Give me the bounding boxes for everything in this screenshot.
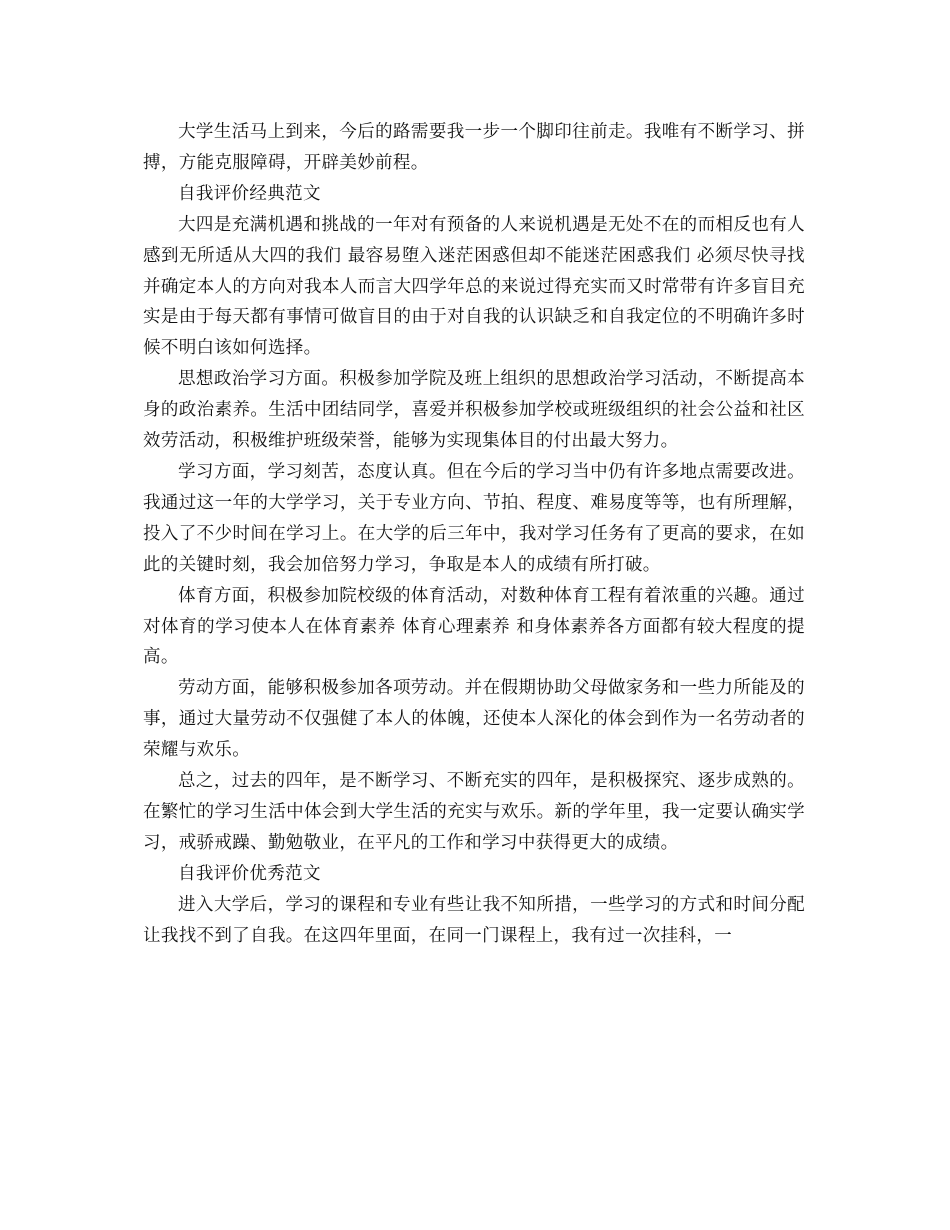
document-body xyxy=(143,117,805,951)
paragraph-labor: 劳动方面，能够积极参加各项劳动。并在假期协助父母做家务和一些力所能及的事，通过大量劳动不仅强健了本人的体魄，还使本人深化的体会到作为一名劳动者的荣耀与欢乐。 xyxy=(143,678,805,761)
section-heading-classic-sample: 自我评价经典范文 xyxy=(178,183,321,204)
paragraph-political-study: 思想政治学习方面。积极参加学院及班上组织的思想政治学习活动，不断提高本身的政治素养。生活中团结同学，喜爱并积极参加学校或班级组织的社会公益和社区效劳活动，积极维护班级荣誉，能够为实现集体目的付出最大努力。 xyxy=(143,369,805,452)
paragraph-senior-year: 大四是充满机遇和挑战的一年对有预备的人来说机遇是无处不在的而相反也有人感到无所适从大四的我们 最容易堕入迷茫困惑但却不能迷茫困惑我们 必须尽快寻找并确定本人的方向对我本人而言大四学年总的来说过得充实而又时常带有许多盲目充实是由于每天都有事情可做盲目的由于对自我的认识缺乏和自我定位的不明确许多时候不明白该如何选择。 xyxy=(143,214,805,359)
paragraph-university-entry: 进入大学后，学习的课程和专业有些让我不知所措，一些学习的方式和时间分配让我找不到了自我。在这四年里面，在同一门课程上，我有过一次挂科，一 xyxy=(143,894,805,946)
section-heading-excellent-sample: 自我评价优秀范文 xyxy=(178,863,321,884)
paragraph-intro-conclusion: 大学生活马上到来，今后的路需要我一步一个脚印往前走。我唯有不断学习、拼搏，方能克服障碍，开辟美妙前程。 xyxy=(143,122,805,173)
paragraph-sports: 体育方面，积极参加院校级的体育活动，对数种体育工程有着浓重的兴趣。通过对体育的学习使本人在体育素养 体育心理素养 和身体素养各方面都有较大程度的提高。 xyxy=(143,585,805,668)
paragraph-study: 学习方面，学习刻苦，态度认真。但在今后的学习当中仍有许多地点需要改进。我通过这一年的大学学习，关于专业方向、节拍、程度、难易度等等，也有所理解，投入了不少时间在学习上。在大学的后三年中，我对学习任务有了更高的要求，在如此的关键时刻，我会加倍努力学习，争取是本人的成绩有所打破。 xyxy=(143,461,805,575)
paragraph-summary: 总之，过去的四年，是不断学习、不断充实的四年，是积极探究、逐步成熟的。在繁忙的学习生活中体会到大学生活的充实与欢乐。新的学年里，我一定要认确实学习，戒骄戒躁、勤勉敬业，在平凡的工作和学习中获得更大的成绩。 xyxy=(143,771,805,853)
